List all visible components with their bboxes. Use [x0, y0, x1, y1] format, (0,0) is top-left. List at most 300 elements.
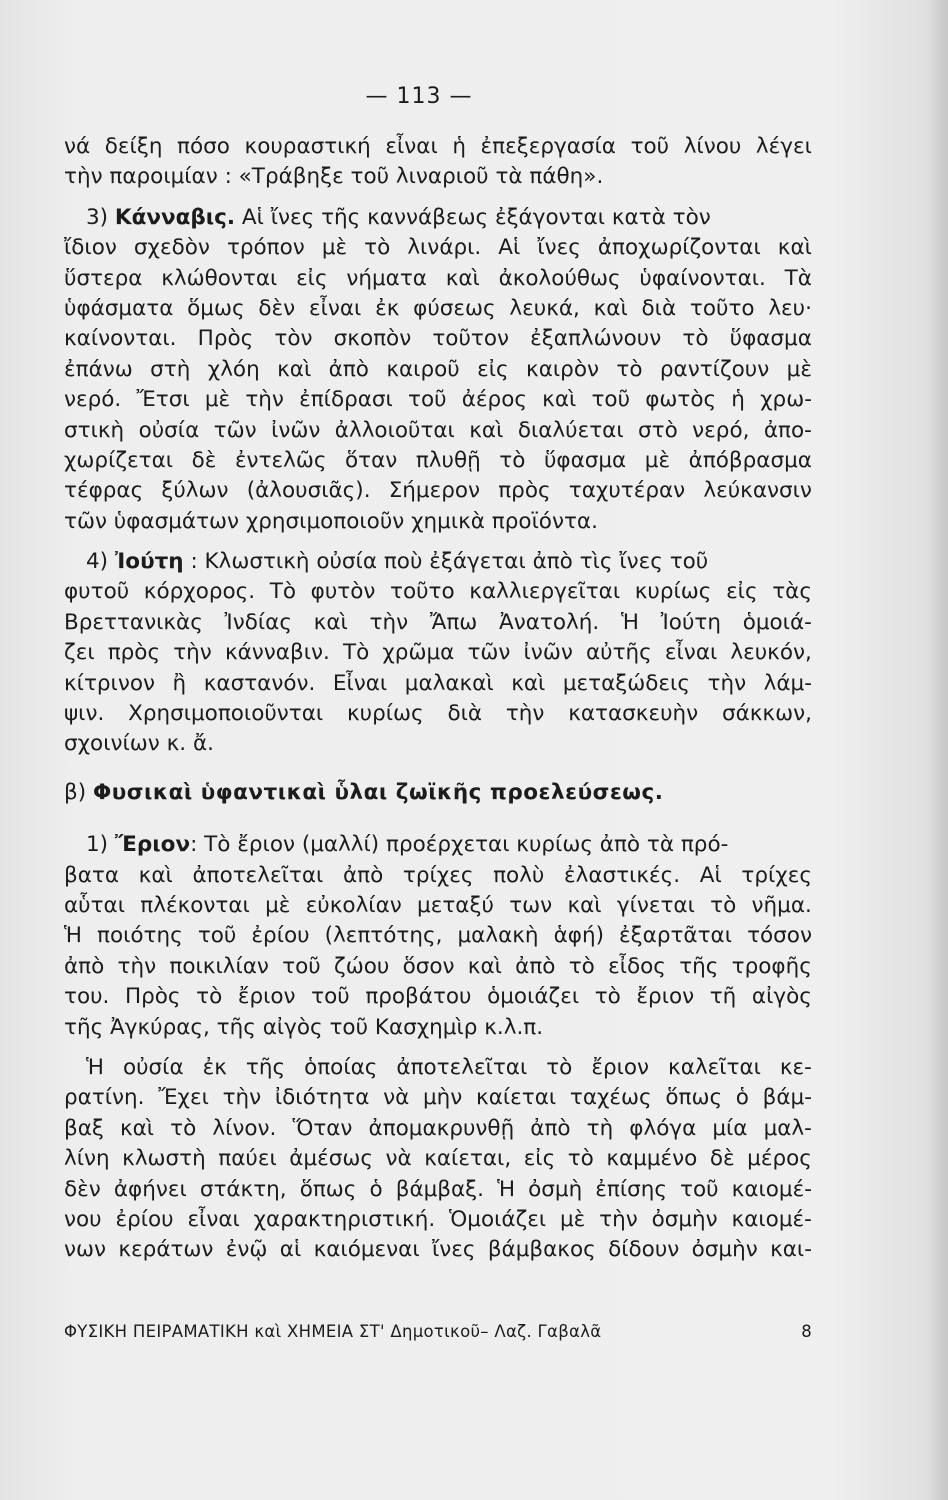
- word: ἡ: [731, 387, 745, 413]
- word: (λεπτότης,: [324, 923, 443, 949]
- word: μὲ: [560, 1206, 586, 1232]
- word: τρίχες: [402, 862, 474, 888]
- word: καὶ: [469, 417, 504, 443]
- word: στικὴ: [64, 417, 125, 443]
- word: τὴν: [245, 387, 284, 413]
- word: ἴδιον: [64, 235, 117, 261]
- word: ὁμοιάζει: [487, 984, 580, 1010]
- word: Ἡ: [86, 1054, 104, 1080]
- word: καλλιεργεῖται: [469, 579, 621, 605]
- text-line: [64, 1205, 812, 1235]
- word: ταχέως: [569, 1085, 652, 1111]
- word: ὀσμὴν: [691, 1237, 758, 1263]
- word: ἐπίδρασι: [299, 387, 393, 413]
- word: ξύλων: [161, 478, 229, 504]
- word: λίνον.: [212, 1115, 277, 1141]
- word: μαλακαὶ: [404, 670, 494, 696]
- word: ζώου: [334, 953, 390, 979]
- word: εὐκολίαν: [305, 892, 402, 918]
- text-line: [64, 1114, 812, 1144]
- word: κυρίως: [634, 579, 712, 605]
- body-text: [64, 132, 812, 1266]
- word: ἀπὸ: [328, 356, 369, 382]
- word: Αἱ: [498, 235, 521, 261]
- word: βαξ: [64, 1115, 104, 1141]
- text-line: [64, 1053, 812, 1083]
- word: βάμ-: [762, 1085, 812, 1111]
- text-line: 4) Ἰούτη : Κλωστικὴ οὐσία ποὺ ἐξάγεται ἀπὸ τὶς ἴνες τοῦ: [86, 549, 709, 575]
- section-letter: β): [64, 779, 93, 805]
- word: μία: [712, 1115, 748, 1141]
- text-line: [64, 264, 812, 294]
- section-heading: [64, 778, 812, 808]
- word: τὸ: [567, 1146, 594, 1172]
- word: πρὸς: [107, 640, 161, 666]
- word: ἴνες: [431, 1237, 476, 1263]
- word: τὴν: [173, 640, 212, 666]
- word: Ἔχει: [158, 1085, 209, 1111]
- word: τὸν: [274, 326, 313, 352]
- text-line: [64, 638, 812, 668]
- word: Χρησιμοποιοῦνται: [128, 701, 324, 727]
- word: τοῦ: [311, 984, 350, 1010]
- item-number: 3): [86, 204, 115, 230]
- word: καὶ: [593, 295, 628, 321]
- word: τοῦτον: [432, 326, 510, 352]
- text-line: [64, 982, 812, 1012]
- word: φυτὸν: [310, 579, 376, 605]
- word: Ὅταν: [292, 1115, 353, 1141]
- text-line: [64, 324, 812, 354]
- word: νὰ: [383, 1085, 410, 1111]
- word: ἀφήνει: [113, 1176, 187, 1202]
- word: τὸ: [196, 984, 223, 1010]
- word: Εἶναι: [332, 670, 388, 696]
- word: εἶναι: [187, 1206, 240, 1232]
- word: (ἀλουσιᾶς).: [246, 478, 371, 504]
- word: οὐσία: [138, 417, 200, 443]
- word: μὲ: [644, 447, 671, 473]
- word: πρὸς: [498, 478, 551, 504]
- word: τὴν: [505, 701, 545, 727]
- word: αὐτῆς: [585, 640, 652, 666]
- word: λίνη: [64, 1146, 110, 1172]
- word: αἰγὸς: [751, 984, 812, 1010]
- word: μαλ-: [763, 1115, 812, 1141]
- word: κόρχορος.: [143, 579, 256, 605]
- word: τοῦ: [680, 1176, 719, 1202]
- signature-mark: 8: [801, 1322, 812, 1341]
- text-line: [64, 446, 812, 476]
- word: Πρὸς: [124, 984, 181, 1010]
- word: φυτοῦ: [64, 579, 130, 605]
- word: τὸ: [568, 953, 595, 979]
- text-line: τὴν παροιμίαν : «Τράβηξε τοῦ λιναριοῦ τὰ πάθη».: [64, 164, 604, 190]
- word: ἡ: [452, 134, 466, 159]
- word: τὸ: [710, 892, 737, 918]
- word: τὴ: [586, 1115, 614, 1141]
- word: καὶ: [277, 356, 312, 382]
- word: νων: [64, 1237, 107, 1263]
- word: βάμβαξ.: [395, 1176, 485, 1202]
- word: καλεῖται: [668, 1054, 761, 1080]
- word: φύσεως: [413, 295, 496, 321]
- term-iouti: Ἰούτη: [114, 549, 184, 575]
- word: ὁμοιά-: [742, 609, 812, 635]
- word: ἐνῷ: [225, 1237, 268, 1263]
- word: μεταξύ: [417, 892, 494, 918]
- word: ἀποτελεῖται: [396, 1054, 528, 1080]
- text-line: τῆς Ἀγκύρας, τῆς αἰγὸς τοῦ Κασχημὶρ κ.λ.π.: [64, 1014, 544, 1040]
- text-line: [64, 921, 812, 951]
- text-line: [64, 1083, 812, 1113]
- word: ἀκολούθως: [498, 265, 621, 291]
- word: αἱ: [279, 1237, 302, 1263]
- word: τὸ: [682, 326, 709, 352]
- text-line: [64, 861, 812, 891]
- text-line: [64, 416, 812, 446]
- word: προβάτου: [365, 984, 472, 1010]
- word: τὸ: [499, 447, 526, 473]
- word: χρῶμα: [382, 640, 455, 666]
- word: νου: [64, 1206, 102, 1232]
- word: καιομέ-: [731, 1206, 812, 1232]
- word: ἀλλοιοῦται: [334, 417, 455, 443]
- word: τοῦτο: [689, 295, 755, 321]
- word: ἐξαρτᾶται: [619, 923, 732, 949]
- word: τῶν: [467, 640, 511, 666]
- page-edge-shadow: [926, 0, 948, 1500]
- text-line: [64, 233, 812, 263]
- word: ἀπομακρυνθῇ: [368, 1115, 515, 1141]
- term-kannavis: Κάνναβις.: [114, 204, 236, 230]
- word: τόσον: [747, 923, 812, 949]
- word: κεράτων: [118, 1237, 214, 1263]
- word: καὶ: [542, 387, 577, 413]
- word: καιροῦ: [386, 356, 460, 382]
- word: εἶδος: [608, 953, 666, 979]
- word: ἰνῶν: [271, 417, 321, 443]
- word: ἰνῶν: [523, 640, 573, 666]
- word: Ἡ: [497, 1176, 516, 1202]
- word: Σήμερον: [388, 478, 481, 504]
- word: τὸ: [170, 1115, 197, 1141]
- word: καμμένο: [606, 1146, 698, 1172]
- word: καὶ: [138, 862, 173, 888]
- word: στὸ: [638, 417, 678, 443]
- word: καιόμεναι: [313, 1237, 420, 1263]
- word: ψιν.: [64, 701, 105, 727]
- word: τὸ: [616, 356, 643, 382]
- word: κε-: [779, 1054, 812, 1080]
- word: κυρίως: [346, 701, 424, 727]
- word: τοῦ: [282, 953, 321, 979]
- word: τρίχες: [741, 862, 812, 888]
- word: σκοπὸν: [333, 326, 412, 352]
- word: καὶ: [777, 235, 812, 261]
- word: τρόπον: [226, 235, 305, 261]
- word: Πρὸς: [197, 326, 254, 352]
- word: χλόη: [207, 356, 260, 382]
- word: καὶ: [567, 892, 602, 918]
- word: νερό.: [64, 387, 122, 413]
- text-line: [64, 699, 812, 729]
- word: λάμ-: [763, 670, 812, 696]
- text-line: [64, 385, 812, 415]
- word: σχεδὸν: [133, 235, 210, 261]
- word: Ἄπω: [429, 609, 478, 635]
- word: νερό,: [692, 417, 750, 443]
- item-number: 1): [86, 832, 115, 858]
- word: νῆμα.: [751, 892, 812, 918]
- text-line: 3) Κάνναβις. Αἱ ἴνες τῆς καννάβεως ἐξάγονται κατὰ τὸν: [86, 204, 711, 230]
- word: κίτρινον: [64, 670, 155, 696]
- section-title: Φυσικαὶ ὑφαντικαὶ ὗλαι ζωϊκῆς προελεύσεως.: [92, 779, 664, 805]
- word: ἔριον: [636, 984, 695, 1010]
- word: τὴν: [222, 1085, 262, 1111]
- page-number: — 113 —: [365, 84, 473, 109]
- word: τὴν: [369, 609, 409, 635]
- word: λεύκανσιν: [703, 478, 812, 504]
- word: λινάρι.: [407, 235, 482, 261]
- word: ἀπὸ: [530, 1115, 571, 1141]
- word: παύει: [218, 1146, 277, 1172]
- word: τοῦ: [630, 134, 670, 159]
- word: βάμβακος: [487, 1237, 596, 1263]
- text-line: [64, 1144, 812, 1174]
- word: τῆ: [709, 984, 737, 1010]
- word: δὲ: [709, 1146, 735, 1172]
- word: Ἀνατολή.: [499, 609, 600, 635]
- text-line: [64, 355, 812, 385]
- word: δίδουν: [608, 1237, 680, 1263]
- word: ἀποτελεῖται: [192, 862, 324, 888]
- word: Ἡ: [620, 609, 639, 635]
- word: ἐπάνω: [64, 356, 133, 382]
- word: Τὰ: [784, 265, 812, 291]
- text-line: σχοινίων κ. ἄ.: [64, 731, 214, 757]
- text-line: [64, 132, 812, 162]
- word: ὁποίας: [304, 1054, 378, 1080]
- word: καιρὸν: [526, 356, 599, 382]
- word: χαρακτηριστική.: [253, 1206, 436, 1232]
- word: ὑφάσματα: [64, 295, 174, 321]
- word: καίνονται.: [64, 326, 177, 352]
- word: χρω-: [760, 387, 812, 413]
- word: Ἔτσι: [136, 387, 190, 413]
- word: λευκά,: [509, 295, 580, 321]
- word: ὀσμὴν: [651, 1206, 718, 1232]
- word: πόσο: [177, 134, 230, 159]
- text-line: τῶν ὑφασμάτων χρησιμοποιοῦν χημικὰ προϊόντα.: [64, 508, 598, 534]
- word: ἀπόβρασμα: [688, 447, 812, 473]
- word: ἐπεξεργασία: [480, 134, 616, 159]
- text-line: 1) Ἔριον: Τὸ ἔριον (μαλλί) προέρχεται κυρίως ἀπὸ τὰ πρό-: [86, 832, 729, 858]
- word: δὲν: [64, 1176, 101, 1202]
- word: Τὸ: [269, 579, 297, 605]
- word: ἀπο-: [763, 417, 812, 443]
- word: μαλακὴ: [457, 923, 539, 949]
- word: καίεται,: [424, 1146, 512, 1172]
- word: Βρεττανικὰς: [64, 609, 203, 635]
- word: ἐξαπλώνουν: [530, 326, 662, 352]
- word: μέρος: [747, 1146, 812, 1172]
- text-line: [64, 669, 812, 699]
- word: μὲ: [265, 892, 291, 918]
- word: τοῦ: [197, 923, 237, 949]
- word: ὕφασμα: [729, 326, 812, 352]
- word: πλέκονται: [140, 892, 250, 918]
- footer-book-title: ΦΥΣΙΚΗ ΠΕΙΡΑΜΑΤΙΚΗ καὶ ΧΗΜΕΙΑ ΣΤ' Δημοτικοῦ– Λαζ. Γαβαλᾶ: [64, 1322, 602, 1341]
- word: κλωστὴ: [122, 1146, 206, 1172]
- text-line: [64, 1175, 812, 1205]
- word: δείξη: [104, 134, 163, 159]
- word: ἢ: [172, 670, 187, 696]
- word: ἀέρος: [461, 387, 527, 413]
- word: εἶναι: [664, 640, 718, 666]
- word: ὀσμὴ: [528, 1176, 583, 1202]
- word: μὲ: [204, 387, 231, 413]
- word: εἶναι: [385, 134, 438, 159]
- word: ἐντελῶς: [234, 447, 327, 473]
- word: κάνναβιν.: [224, 640, 330, 666]
- word: Ὁμοιάζει: [449, 1206, 547, 1232]
- word: γίνεται: [616, 892, 695, 918]
- word: τῆς: [245, 1054, 286, 1080]
- word: ἔριον: [237, 984, 296, 1010]
- word: και-: [770, 1237, 812, 1263]
- word: ἐλαστικές.: [564, 862, 681, 888]
- text-line: [64, 294, 812, 324]
- word: πολὺ: [493, 862, 545, 888]
- word: καὶ: [119, 1115, 155, 1141]
- word: ἐρίου: [115, 1206, 174, 1232]
- word: ἀμέσως: [289, 1146, 373, 1172]
- word: Ἡ: [64, 923, 82, 949]
- word: ἴνες: [537, 235, 581, 261]
- word: μὴν: [423, 1085, 463, 1111]
- word: ἀπὸ: [342, 862, 384, 888]
- word: καστανόν.: [203, 670, 316, 696]
- word: δὲν: [258, 295, 296, 321]
- word: καὶ: [511, 670, 546, 696]
- word: αὗται: [64, 892, 126, 918]
- word: τὸ: [364, 235, 391, 261]
- word: ἐρίου: [251, 923, 310, 949]
- text-line: [64, 952, 812, 982]
- item-number: 4): [86, 549, 115, 575]
- word: κλώθονται: [161, 265, 278, 291]
- text-line: [64, 608, 812, 638]
- text-line: [64, 476, 812, 506]
- word: ἀποχωρίζονται: [597, 235, 761, 261]
- word: δὲ: [191, 447, 217, 473]
- word: ἀπὸ: [515, 953, 556, 979]
- word: καὶ: [445, 265, 480, 291]
- word: ὅμως: [187, 295, 245, 321]
- word: εἰς: [296, 265, 328, 291]
- word: καὶ: [313, 609, 348, 635]
- word: εἰς: [477, 356, 509, 382]
- word: διαλύεται: [517, 417, 624, 443]
- word: βατα: [64, 862, 120, 888]
- word: τοῦ: [408, 387, 447, 413]
- text-line: [64, 577, 812, 607]
- word: νὰ: [385, 1146, 412, 1172]
- word: τὴν: [707, 670, 747, 696]
- word: τῆς: [679, 953, 719, 979]
- word: τὰς: [772, 579, 812, 605]
- word: φωτὸς: [645, 387, 717, 413]
- word: ἔριον: [591, 1054, 650, 1080]
- word: ἐκ: [375, 295, 400, 321]
- word: ἀπὸ: [64, 953, 105, 979]
- word: νά: [64, 134, 91, 159]
- word: τὸ: [594, 984, 621, 1010]
- word: του.: [64, 984, 110, 1010]
- term-erion: Ἔριον: [114, 832, 191, 858]
- word: ραντίζουν: [659, 356, 770, 382]
- word: λέγει: [755, 134, 812, 159]
- word: ὑφαίνονται.: [639, 265, 766, 291]
- word: τὸ: [546, 1054, 573, 1080]
- word: ποικιλίαν: [169, 953, 269, 979]
- word: χωρίζεται: [64, 447, 174, 473]
- word: τὴν: [117, 953, 157, 979]
- word: φλόγα: [629, 1115, 697, 1141]
- word: Τὸ: [342, 640, 370, 666]
- word: ὕφασμα: [543, 447, 627, 473]
- word: ταχυτέραν: [568, 478, 686, 504]
- word: πλυθῇ: [415, 447, 481, 473]
- word: τὴν: [599, 1206, 638, 1232]
- word: μὲ: [786, 356, 812, 382]
- word: εἰς: [523, 1146, 556, 1172]
- word: μὲ: [321, 235, 348, 261]
- text-line: [64, 1235, 812, 1265]
- word: κατασκευὴν: [568, 701, 699, 727]
- word: τροφῆς: [731, 953, 812, 979]
- word: ὅταν: [345, 447, 398, 473]
- word: ρατίνη.: [64, 1085, 145, 1111]
- word: τοῦ: [591, 387, 631, 413]
- word: ὅπως: [299, 1176, 357, 1202]
- word: τοῦτο: [390, 579, 455, 605]
- word: σάκκων,: [721, 701, 812, 727]
- word: καὶ: [467, 953, 502, 979]
- word: ἐκ: [202, 1054, 227, 1080]
- word: ἐπίσης: [595, 1176, 667, 1202]
- word: κουραστική: [244, 134, 371, 159]
- word: οὐσία: [122, 1054, 184, 1080]
- word: εἰς: [726, 579, 758, 605]
- word: ὅπως: [665, 1085, 723, 1111]
- word: στὴ: [150, 356, 191, 382]
- word: ὁ: [369, 1176, 383, 1202]
- word: Αἱ: [699, 862, 722, 888]
- word: ἁφή): [553, 923, 604, 949]
- word: των: [509, 892, 553, 918]
- word: ὅσον: [402, 953, 455, 979]
- word: στάκτη,: [199, 1176, 287, 1202]
- word: καιομέ-: [731, 1176, 812, 1202]
- word: τῶν: [213, 417, 257, 443]
- word: λευ·: [768, 295, 812, 321]
- word: λίνου: [683, 134, 742, 159]
- word: Ἰούτη: [660, 609, 721, 635]
- word: ὁ: [735, 1085, 749, 1111]
- word: τέφρας: [64, 478, 144, 504]
